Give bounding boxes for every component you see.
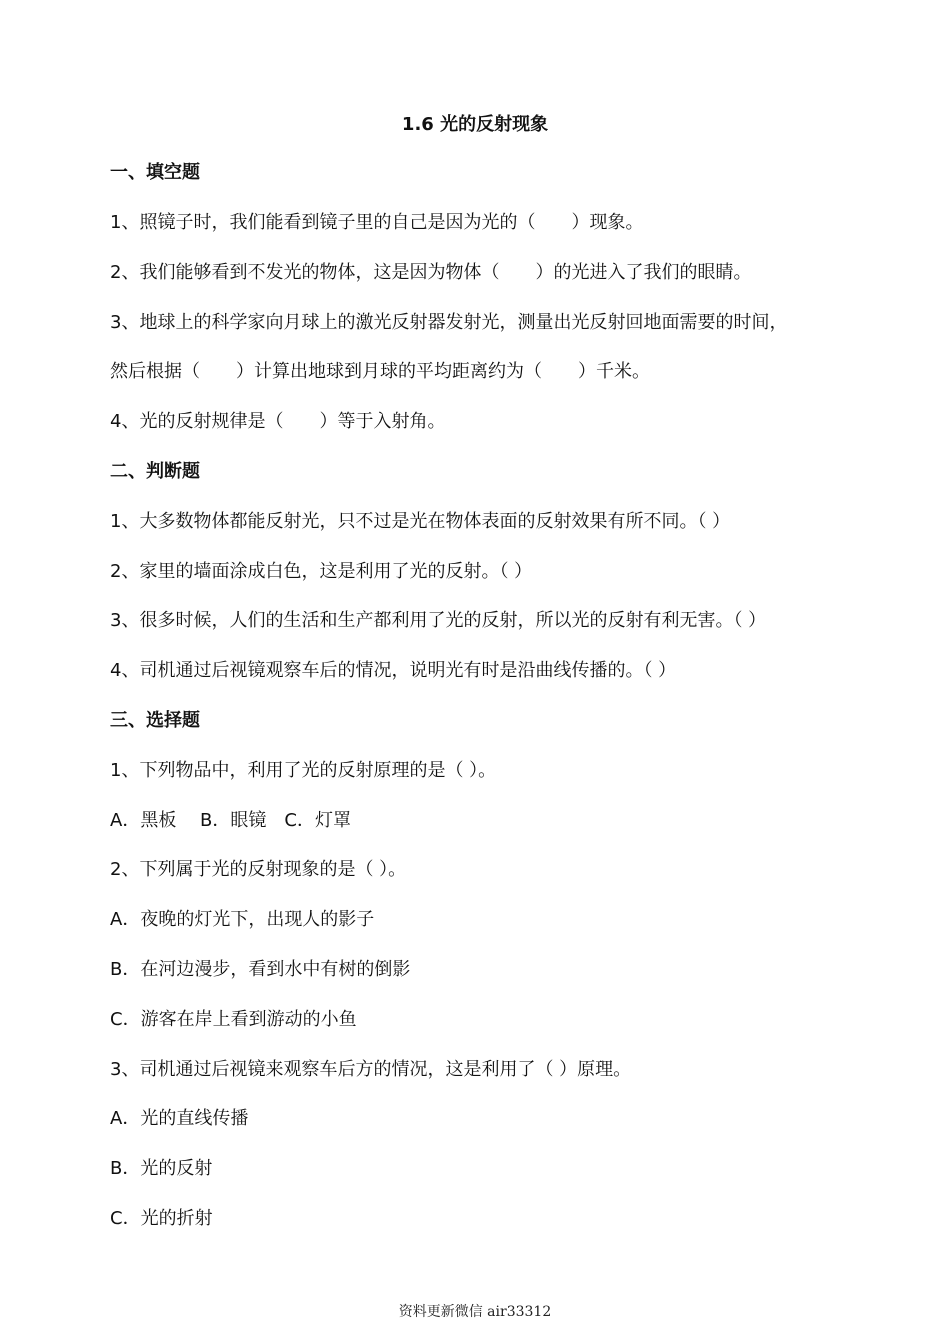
question-line: 2、家里的墙面涂成白色，这是利用了光的反射。（ ） bbox=[110, 561, 533, 582]
question-line: 4、光的反射规律是（ ）等于入射角。 bbox=[110, 411, 446, 432]
answer-option-line: C．游客在岸上看到游动的小鱼 bbox=[110, 1009, 357, 1030]
question-line: 3、地球上的科学家向月球上的激光反射器发射光，测量出光反射回地面需要的时间， bbox=[110, 312, 788, 333]
question-line: 1、下列物品中，利用了光的反射原理的是（ ）。 bbox=[110, 760, 497, 781]
section-heading-fill-blank: 一、填空题 bbox=[110, 162, 200, 183]
question-line: 3、很多时候，人们的生活和生产都利用了光的反射，所以光的反射有利无害。（ ） bbox=[110, 610, 767, 631]
answer-option-line: B．光的反射 bbox=[110, 1158, 213, 1179]
answer-option-line: A．光的直线传播 bbox=[110, 1108, 249, 1129]
answer-option-line: A．夜晚的灯光下，出现人的影子 bbox=[110, 909, 375, 930]
question-line: 2、下列属于光的反射现象的是（ ）。 bbox=[110, 859, 407, 880]
question-line: 2、我们能够看到不发光的物体，这是因为物体（ ）的光进入了我们的眼睛。 bbox=[110, 262, 752, 283]
question-line: 3、司机通过后视镜来观察车后方的情况，这是利用了（ ）原理。 bbox=[110, 1059, 632, 1080]
section-heading-multiple-choice: 三、选择题 bbox=[110, 710, 200, 731]
answer-option-line: C．光的折射 bbox=[110, 1208, 213, 1229]
question-line: 1、大多数物体都能反射光，只不过是光在物体表面的反射效果有所不同。（ ） bbox=[110, 511, 731, 532]
answer-option-line: A．黑板 B．眼镜 C．灯罩 bbox=[110, 810, 351, 831]
answer-option-line: B．在河边漫步，看到水中有树的倒影 bbox=[110, 959, 411, 980]
question-line: 然后根据（ ）计算出地球到月球的平均距离约为（ ）千米。 bbox=[110, 361, 650, 382]
question-line: 1、照镜子时，我们能看到镜子里的自己是因为光的（ ）现象。 bbox=[110, 212, 644, 233]
page-title: 1.6 光的反射现象 bbox=[401, 114, 549, 135]
page-footer: 资料更新微信 air33312 bbox=[398, 1304, 552, 1320]
section-heading-true-false: 二、判断题 bbox=[110, 461, 200, 482]
question-line: 4、司机通过后视镜观察车后的情况，说明光有时是沿曲线传播的。（ ） bbox=[110, 660, 677, 681]
